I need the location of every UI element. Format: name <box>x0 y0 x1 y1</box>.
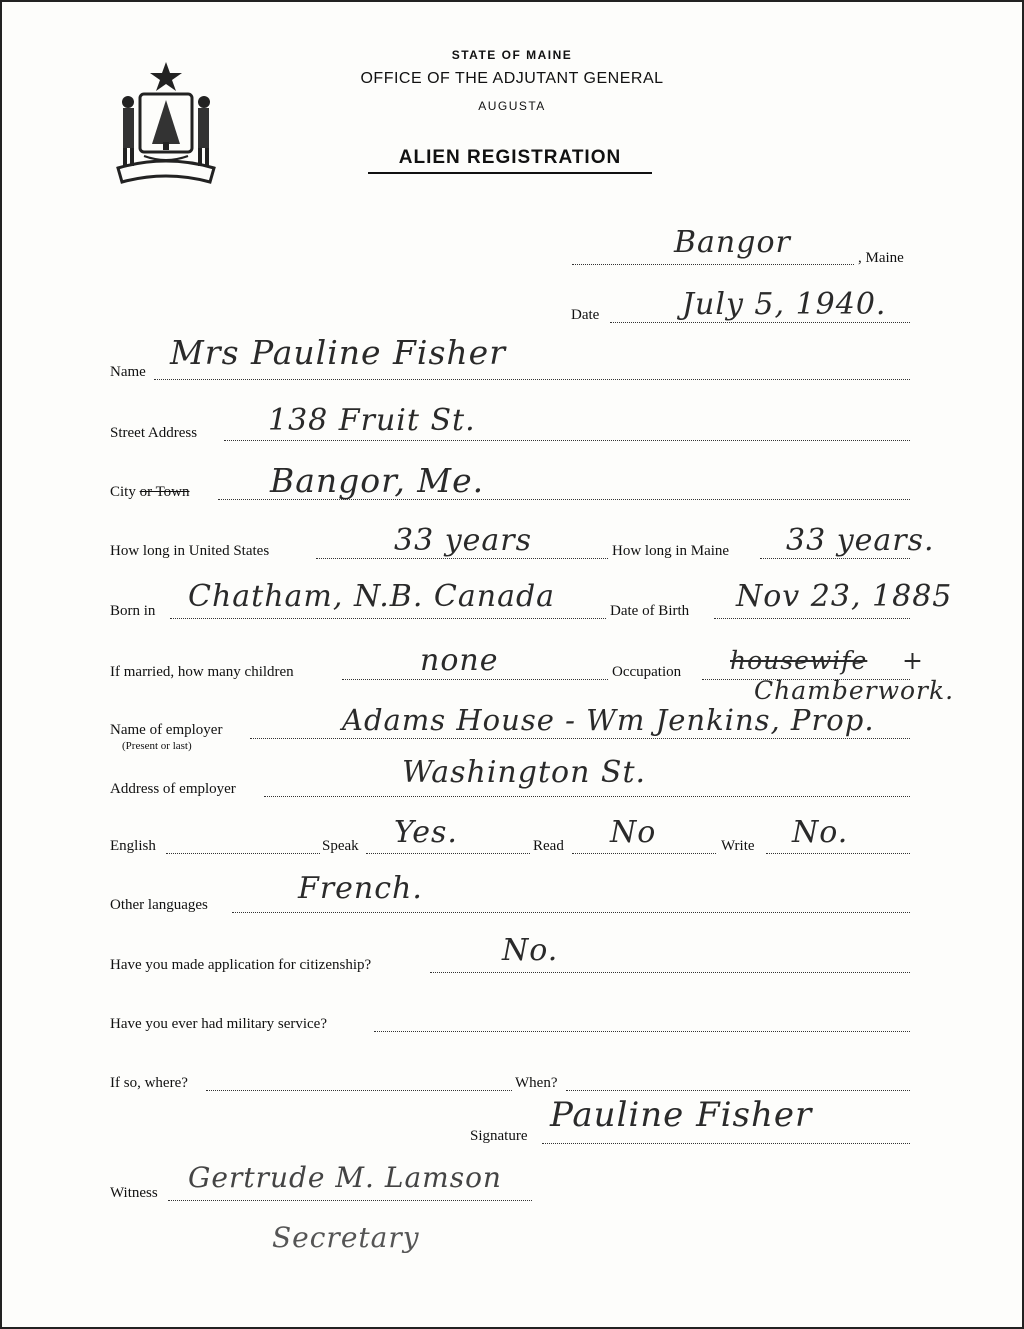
when-label: When? <box>515 1075 558 1091</box>
write-value: No. <box>792 815 849 850</box>
place-label: , Maine <box>858 250 904 266</box>
write-line <box>766 853 910 854</box>
military-label: Have you ever had military service? <box>110 1016 327 1032</box>
write-label: Write <box>721 838 755 854</box>
dob-value: Nov 23, 1885 <box>736 579 953 614</box>
name-label: Name <box>110 364 146 380</box>
employer-label: Name of employer <box>110 722 223 738</box>
signature-value: Pauline Fisher <box>550 1095 813 1135</box>
maine-state-seal-icon <box>114 60 218 188</box>
city-label-city: City <box>110 484 136 500</box>
city-value: Bangor, Me. <box>270 461 485 500</box>
signature-label: Signature <box>470 1128 528 1144</box>
street-value: 138 Fruit St. <box>268 403 476 438</box>
date-label: Date <box>571 307 600 323</box>
citizenship-label: Have you made application for citizenship? <box>110 957 372 973</box>
dob-line <box>714 618 910 619</box>
citizenship-line <box>430 972 910 973</box>
read-value: No <box>610 815 657 850</box>
how-long-maine-label: How long in Maine <box>612 543 730 559</box>
employer-line <box>250 738 910 739</box>
office-heading: OFFICE OF THE ADJUTANT GENERAL <box>360 70 664 87</box>
how-long-us-value: 33 years <box>394 523 533 558</box>
english-label: English <box>110 838 156 854</box>
citizenship-value: No. <box>502 933 559 968</box>
place-value: Bangor <box>674 225 791 260</box>
other-languages-line <box>232 912 910 913</box>
form-title: ALIEN REGISTRATION <box>368 147 652 174</box>
dob-label: Date of Birth <box>610 603 690 619</box>
when-line <box>566 1090 910 1091</box>
other-languages-label: Other languages <box>110 897 208 913</box>
speak-line <box>366 853 530 854</box>
born-in-label: Born in <box>110 603 156 619</box>
how-long-maine-value: 33 years. <box>786 523 935 558</box>
how-long-maine-line <box>760 558 910 559</box>
speak-value: Yes. <box>394 815 458 850</box>
occupation-struck-value: housewife <box>730 646 868 675</box>
employer-address-value: Washington St. <box>402 755 647 790</box>
city-label-or-town: or Town <box>139 484 190 500</box>
how-long-us-line <box>316 558 608 559</box>
state-heading: STATE OF MAINE <box>451 48 573 62</box>
other-languages-value: French. <box>298 871 423 906</box>
witness-title: Secretary <box>272 1221 420 1254</box>
place-line <box>572 264 854 265</box>
how-long-us-label: How long in United States <box>110 543 270 559</box>
name-value: Mrs Pauline Fisher <box>170 333 506 372</box>
read-label: Read <box>533 838 564 854</box>
signature-line <box>542 1143 910 1144</box>
employer-sublabel: (Present or last) <box>122 740 192 752</box>
if-so-line <box>206 1090 512 1091</box>
city-label <box>110 484 190 501</box>
born-in-value: Chatham, N.B. Canada <box>188 579 556 614</box>
occupation-plus: + <box>902 646 924 675</box>
occupation-value: Chamberwork. <box>754 676 955 705</box>
english-line <box>166 853 320 854</box>
date-line <box>610 322 910 323</box>
employer-address-line <box>264 796 910 797</box>
children-value: none <box>420 643 499 678</box>
employer-value: Adams House - Wm Jenkins, Prop. <box>342 703 875 737</box>
military-line <box>374 1031 910 1032</box>
witness-value: Gertrude M. Lamson <box>188 1161 502 1194</box>
witness-label: Witness <box>110 1185 158 1201</box>
employer-address-label: Address of employer <box>110 781 236 797</box>
name-line <box>154 379 910 380</box>
read-line <box>572 853 716 854</box>
children-label: If married, how many children <box>110 664 294 680</box>
witness-line <box>168 1200 532 1201</box>
occupation-label: Occupation <box>612 664 682 680</box>
date-value: July 5, 1940. <box>682 287 887 322</box>
street-line <box>224 440 910 441</box>
street-label: Street Address <box>110 425 198 441</box>
city-heading: AUGUSTA <box>478 99 546 113</box>
children-line <box>342 679 608 680</box>
if-so-label: If so, where? <box>110 1075 188 1091</box>
born-in-line <box>170 618 606 619</box>
speak-label: Speak <box>322 838 359 854</box>
